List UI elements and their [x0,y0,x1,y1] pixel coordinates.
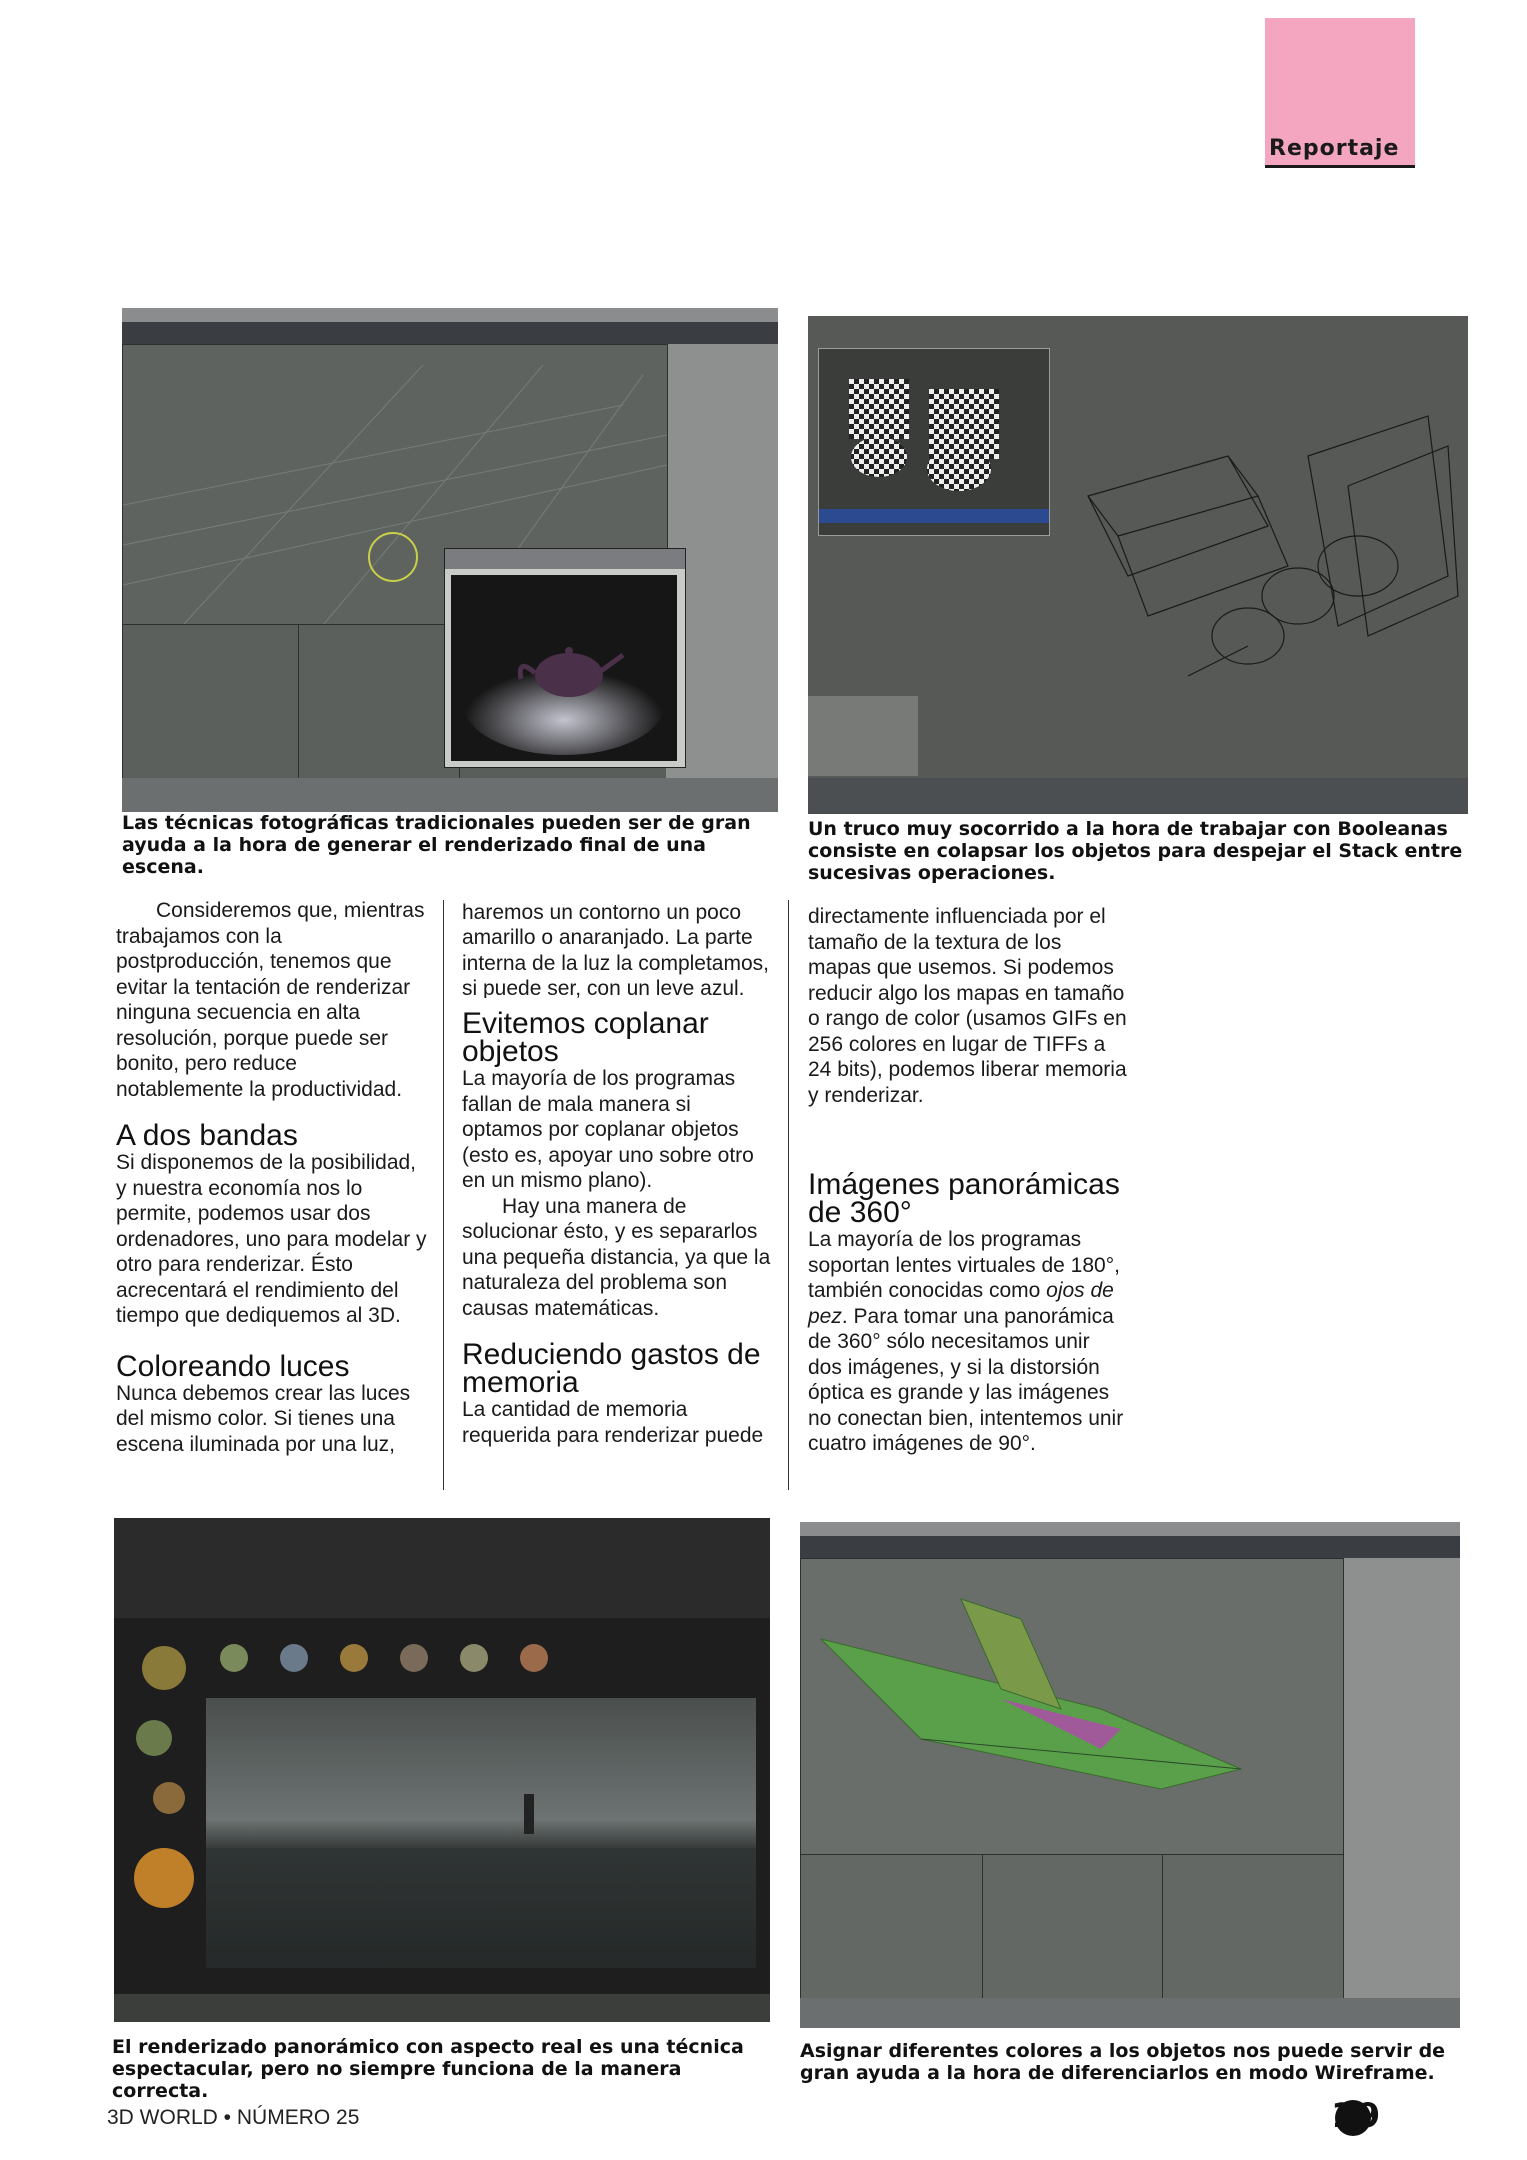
paragraph: directamente influenciada por el tamaño de la textura de los mapas que usemos. Si podemos reducir algo los mapas en tamaño o rango de color (usamos GIFs en 256 colores en lugar de TIFFs a 24 bits), podemos liberar memoria y renderizar. [808,905,1127,1107]
article-column-1 [116,898,428,1459]
checker-render [819,349,1049,535]
paragraph: Consideremos que, mientras trabajamos con la postproducción, tenemos que evitar la tentación de renderizar ninguna secuencia en alta resolución, porque puede ser bonito, pero reduce notablemente la productividad. [116,899,425,1101]
subheading: Evitemos coplanar objetos [462,1007,709,1068]
panorama-view [206,1698,756,1968]
wireframe-objects [1048,376,1468,756]
page-number [1331,2096,1411,2136]
tool-icons [124,1628,204,1928]
page-number-text: 19 [1331,2096,1383,2136]
paragraph-continued [808,904,1128,1159]
figure-caption: Asignar diferentes colores a los objetos nos puede servir de gran ayuda a la hora de diferenciarlos en modo Wireframe. [800,2040,1446,2084]
subheading: A dos bandas [116,1119,298,1152]
figure-boolean-screenshot [808,316,1468,814]
column-divider [443,900,444,1490]
section-label: Reportaje [1265,136,1415,168]
toolbar-icons [204,1628,624,1688]
subheading: Reduciendo gastos de memoria [462,1338,761,1399]
magazine-issue: 3D WORLD • NÚMERO 25 [107,2106,360,2129]
paragraph: Nunca debemos crear las luces del mismo color. Si tienes una escena iluminada por una luz, [116,1381,411,1456]
article-column-3 [808,904,1128,1457]
paragraph-continued [462,898,776,998]
render-window [444,548,686,768]
subheading: Coloreando luces [116,1349,350,1383]
figure-panoramic-screenshot [114,1518,770,2022]
figure-wireframe-screenshot [800,1522,1460,2028]
plane-wireframe [801,1559,1343,1855]
figure-caption: Las técnicas fotográficas tradicionales pueden ser de gran ayuda a la hora de generar el renderizado final de una escena. [122,812,751,878]
paragraph: La mayoría de los programas fallan de mala manera si optamos por coplanar objetos (esto es, apoyar uno sobre otro en un mismo plano). [462,1067,754,1192]
article-column-2 [462,898,776,1449]
paragraph: Si disponemos de la posibilidad, y nuestra economía nos lo permite, podemos usar dos ordenadores, uno para modelar y otro para renderizar. Ésto acrecentará el rendimiento del tiempo que dediquemos al 3D. [116,1151,427,1327]
text-run: . Para tomar una panorámica de 360° sólo necesitamos unir dos imágenes, y si la distorsión óptica es grande y las imágenes no conectan bien, intentemos unir cuatro imágenes de 90°. [808,1304,1124,1455]
figure-caption: Un truco muy socorrido a la hora de trabajar con Booleanas consiste en colapsar los objetos para despejar el Stack entre sucesivas operaciones. [808,818,1463,884]
text-emphasis: ojos de pez [808,1279,1114,1328]
text-run: La mayoría de los programas soportan lentes virtuales de 180°, también conocidas como [808,1228,1120,1302]
paragraph: Hay una manera de solucionar ésto, y es separarlos una pequeña distancia, ya que la naturaleza del problema son causas matemáticas. [462,1194,771,1320]
column-divider [788,900,789,1490]
subheading: Imágenes panorámicas de 360° [808,1168,1120,1229]
paragraph: La cantidad de memoria requerida para renderizar puede [462,1398,764,1447]
figure-caption: El renderizado panorámico con aspecto real es una técnica espectacular, pero no siempre funciona de la manera correcta. [112,2036,744,2102]
paragraph [808,1227,1128,1457]
figure-teapot-screenshot [122,308,778,812]
paragraph: haremos un contorno un poco amarillo o anaranjado. La parte interna de la luz la completamos, si puede ser, con un leve azul. [462,900,769,998]
